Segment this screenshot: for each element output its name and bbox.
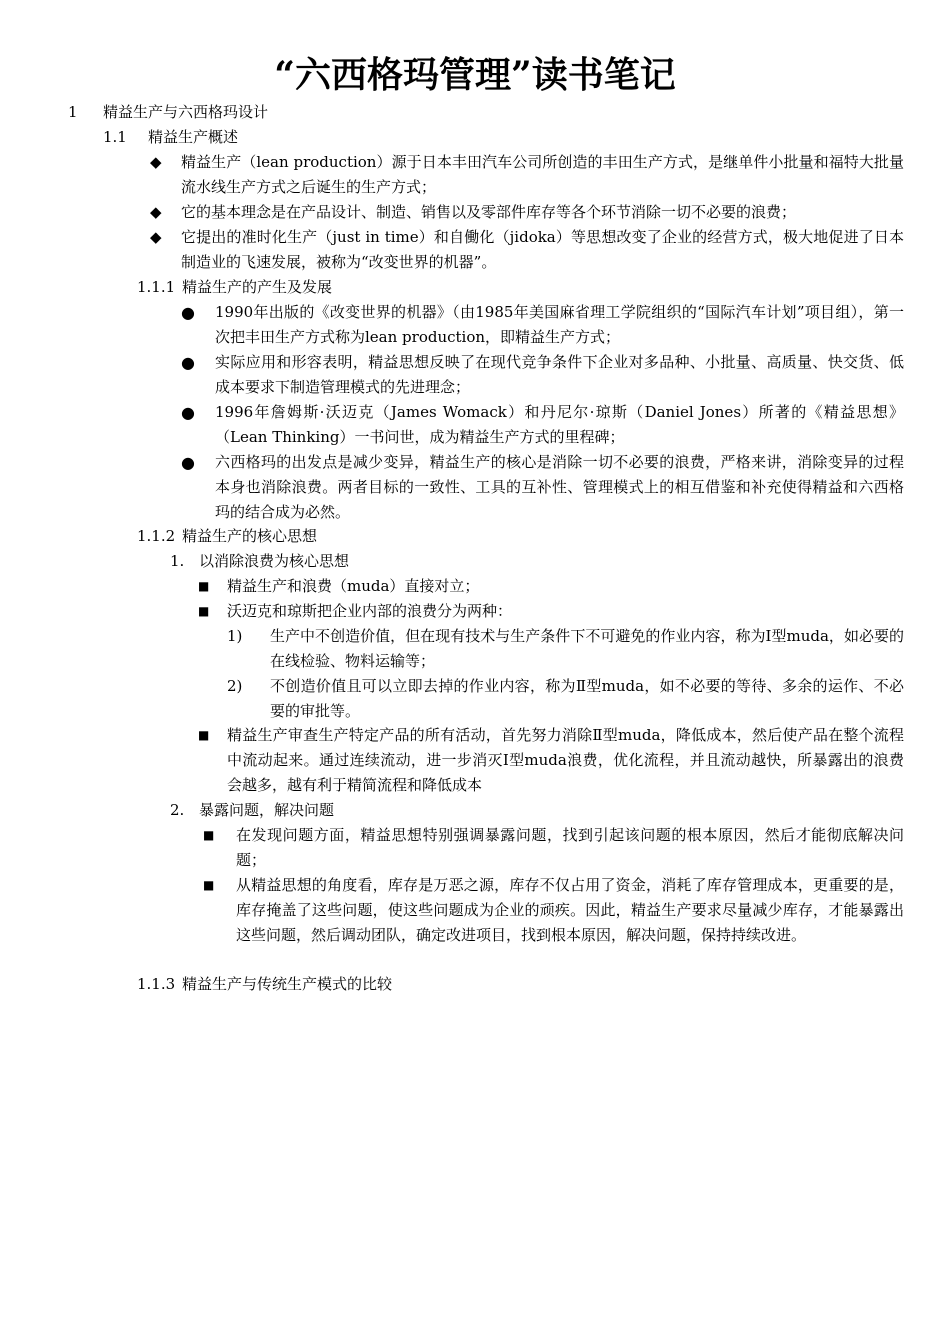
list-item: 沃迈克和琼斯把企业内部的浪费分为两种： [227,602,513,620]
sub-item: 不创造价值且可以立即去掉的作业内容，称为Ⅱ型muda，如不必要的等待、多余的运作、不必要的审批等。 [270,677,904,720]
square-bullet-icon: ■ [203,828,215,842]
diamond-bullet-icon: ◆ [150,228,162,246]
list-item: 六西格玛的出发点是减少变异，精益生产的核心是消除一切不必要的浪费，严格来讲，消除变异的过程本身也消除浪费。两者目标的一致性、工具的互补性、管理模式上的相互借鉴和补充使得精益和六西格玛的结合成为必然。 [215,453,904,521]
sub-item-number: 2) [227,677,243,695]
list-item: 从精益思想的角度看，库存是万恶之源，库存不仅占用了资金，消耗了库存管理成本，更重要的是，库存掩盖了这些问题，使这些问题成为企业的顽疾。因此，精益生产要求尽量减少库存，才能暴露出这些问题，然后调动团队，确定改进项目，找到根本原因，解决问题，保持持续改进。 [236,876,904,944]
square-bullet-icon: ■ [198,728,210,742]
page-title: “六西格玛管理”读书笔记 [274,54,676,96]
heading-1-1: 精益生产概述 [148,128,239,146]
heading-1-1-number: 1.1 [103,128,127,146]
heading-1-number: 1 [68,103,78,121]
list-item: 在发现问题方面，精益思想特别强调暴露问题，找到引起该问题的根本原因，然后才能彻底解决问题； [236,826,904,869]
diamond-bullet-icon: ◆ [150,203,162,221]
numbered-item: 以消除浪费为核心思想 [199,552,350,570]
diamond-bullet-icon: ◆ [150,153,162,171]
heading-1-1-3-number: 1.1.3 [137,975,176,993]
sub-item-number: 1) [227,627,243,645]
heading-1-1-1-number: 1.1.1 [137,278,176,296]
dot-bullet-icon: ● [181,453,195,472]
heading-1-1-3: 精益生产与传统生产模式的比较 [182,975,393,993]
list-item: 它的基本理念是在产品设计、制造、销售以及零部件库存等各个环节消除一切不必要的浪费； [181,203,797,221]
numbered-item-number: 1. [170,552,185,570]
numbered-item-number: 2. [170,801,185,819]
dot-bullet-icon: ● [181,353,195,372]
numbered-item: 暴露问题，解决问题 [199,801,335,819]
sub-item: 生产中不创造价值，但在现有技术与生产条件下不可避免的作业内容，称为Ⅰ型muda，如必要的在线检验、物料运输等； [270,627,904,670]
list-item: 精益生产审查生产特定产品的所有活动，首先努力消除Ⅱ型muda，降低成本，然后使产品在整个流程中流动起来。通过连续流动，进一步消灭Ⅰ型muda浪费，优化流程，并且流动越快，所暴露出的浪费会越多，越有利于精简流程和降低成本 [227,726,904,794]
heading-1-1-2-number: 1.1.2 [137,527,176,545]
list-item: 精益生产和浪费（muda）直接对立； [227,577,480,595]
square-bullet-icon: ■ [203,878,215,892]
list-item: 1990年出版的《改变世界的机器》（由1985年美国麻省理工学院组织的“国际汽车计划”项目组），第一次把丰田生产方式称为lean production，即精益生产方式； [215,303,904,346]
dot-bullet-icon: ● [181,403,195,422]
square-bullet-icon: ■ [198,604,210,618]
dot-bullet-icon: ● [181,303,195,322]
list-item: 实际应用和形容表明，精益思想反映了在现代竞争条件下企业对多品种、小批量、高质量、快交货、低成本要求下制造管理模式的先进理念； [215,353,904,396]
list-item: 1996年詹姆斯·沃迈克（James Womack）和丹尼尔·琼斯（Daniel Jones）所著的《精益思想》（Lean Thinking）一书问世，成为精益生产方式的里程碑； [215,403,904,446]
heading-1: 精益生产与六西格玛设计 [103,103,269,121]
heading-1-1-2: 精益生产的核心思想 [182,527,318,545]
list-item: 精益生产（lean production）源于日本丰田汽车公司所创造的丰田生产方式，是继单件小批量和福特大批量流水线生产方式之后诞生的生产方式； [181,153,904,196]
list-item: 它提出的准时化生产（just in time）和自働化（jidoka）等思想改变了企业的经营方式，极大地促进了日本制造业的飞速发展，被称为“改变世界的机器”。 [181,228,904,271]
square-bullet-icon: ■ [198,579,210,593]
heading-1-1-1: 精益生产的产生及发展 [182,278,333,296]
